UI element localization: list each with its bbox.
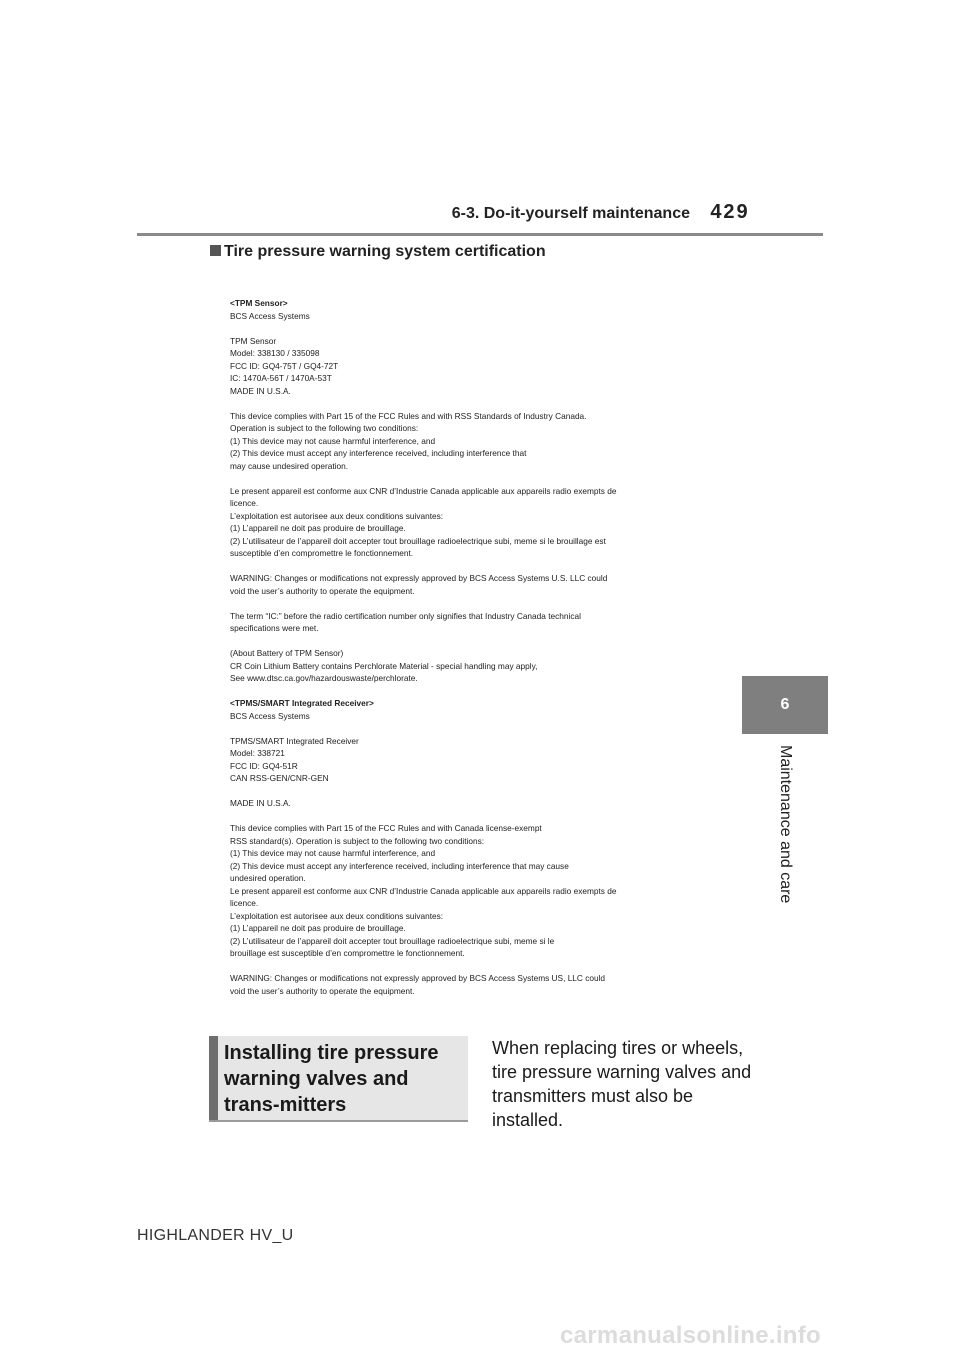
heading-accent-bar [209,1036,218,1120]
certification-line: CAN RSS-GEN/CNR-GEN [230,773,329,783]
certification-line: The term “IC:” before the radio certification number only signifies that Industry Canada technical [230,610,581,621]
blank-line [230,397,750,410]
install-body-text: When replacing tires or wheels, tire pressure warning valves and transmitters must also be installed. [492,1038,752,1130]
certification-line: (2) This device must accept any interference received, including interference that [230,448,527,458]
certification-line: Model: 338130 / 335098 [230,348,320,358]
certification-heading [210,243,546,261]
certification-line: (1) L’appareil ne doit pas produire de brouillage. [230,523,406,533]
certification-line: See www.dtsc.ca.gov/hazardouswaste/perchlorate. [230,673,418,683]
page-number: 429 [710,201,750,223]
certification-line: Model: 338721 [230,748,285,758]
footer-model: HIGHLANDER HV_U [137,1227,294,1244]
certification-line: (2) This device must accept any interference received, including interference that may cause [230,860,569,871]
certification-line: undesired operation. [230,873,306,883]
square-bullet-icon [210,245,221,256]
certification-line: BCS Access Systems [230,310,310,321]
certification-line: (About Battery of TPM Sensor) [230,648,344,658]
install-heading-box [209,1036,468,1122]
certification-line: WARNING: Changes or modifications not expressly approved by BCS Access Systems U.S. LLC could [230,573,608,583]
certification-line: TPM Sensor [230,335,277,346]
certification-line: licence. [230,898,259,908]
certification-line: CR Coin Lithium Battery contains Perchlorate Material - special handling may apply, [230,660,538,671]
certification-line: FCC ID: GQ4-75T / GQ4-72T [230,360,339,371]
certification-line: susceptible d’en compromettre le fonctionnement. [230,548,414,558]
chapter-number: 6 [780,696,790,713]
certification-line: FCC ID: GQ4-51R [230,760,298,771]
certification-line: IC: 1470A-56T / 1470A-53T [230,373,332,383]
certification-line: L’exploitation est autorisee aux deux conditions suivantes: [230,510,444,521]
watermark: carmanualsonline.info [560,1322,822,1349]
blank-line [230,560,750,573]
certification-line: specifications were met. [230,623,319,633]
chapter-title: Maintenance and care [777,745,794,904]
blank-line [230,960,750,973]
certification-line: MADE IN U.S.A. [230,385,291,396]
header-divider [137,233,823,236]
certification-line: licence. [230,498,259,508]
certification-line: RSS standard(s). Operation is subject to the following two conditions: [230,835,485,846]
certification-line: Le present appareil est conforme aux CNR d’Industrie Canada applicable aux appareils radio exempts de [230,485,617,496]
certification-heading-text: Tire pressure warning system certification [224,243,546,260]
blank-line [230,597,750,610]
blank-line [230,810,750,823]
certification-line: This device complies with Part 15 of the FCC Rules and with Canada license-exempt [230,823,542,833]
certification-line: (2) L’utilisateur de l’appareil doit accepter tout brouillage radioelectrique subi, meme si le brouillage est [230,535,606,546]
install-heading: Installing tire pressure warning valves and trans-mitters [224,1042,439,1116]
blank-line [230,685,750,698]
certification-line: (2) L’utilisateur de l’appareil doit accepter tout brouillage radioelectrique subi, meme si le [230,935,555,946]
certification-line: brouillage est susceptible d’en compromettre le fonctionnement. [230,948,465,958]
certification-line: may cause undesired operation. [230,460,349,471]
blank-line [230,635,750,648]
certification-line: void the user’s authority to operate the equipment. [230,585,415,596]
certification-line: MADE IN U.S.A. [230,798,291,808]
certification-line: <TPM Sensor> [230,298,288,308]
certification-line: TPMS/SMART Integrated Receiver [230,735,359,746]
blank-line [230,722,750,735]
certification-line: BCS Access Systems [230,710,310,721]
section-title: 6-3. Do-it-yourself maintenance [451,205,690,222]
certification-line: void the user’s authority to operate the equipment. [230,985,415,996]
certification-text-block [230,297,750,997]
chapter-tab [742,676,828,734]
certification-line: This device complies with Part 15 of the FCC Rules and with RSS Standards of Industry Canada. [230,410,587,421]
certification-line: L’exploitation est autorisee aux deux conditions suivantes: [230,910,444,921]
certification-line: (1) L’appareil ne doit pas produire de brouillage. [230,923,406,933]
blank-line [230,785,750,798]
blank-line [230,322,750,335]
certification-line: (1) This device may not cause harmful interference, and [230,435,436,446]
certification-line: <TPMS/SMART Integrated Receiver> [230,698,374,708]
certification-line: Operation is subject to the following two conditions: [230,423,419,433]
certification-line: WARNING: Changes or modifications not expressly approved by BCS Access Systems US, LLC could [230,973,606,983]
certification-line: Le present appareil est conforme aux CNR d’Industrie Canada applicable aux appareils radio exempts de [230,885,617,896]
blank-line [230,472,750,485]
certification-line: (1) This device may not cause harmful interference, and [230,848,436,858]
